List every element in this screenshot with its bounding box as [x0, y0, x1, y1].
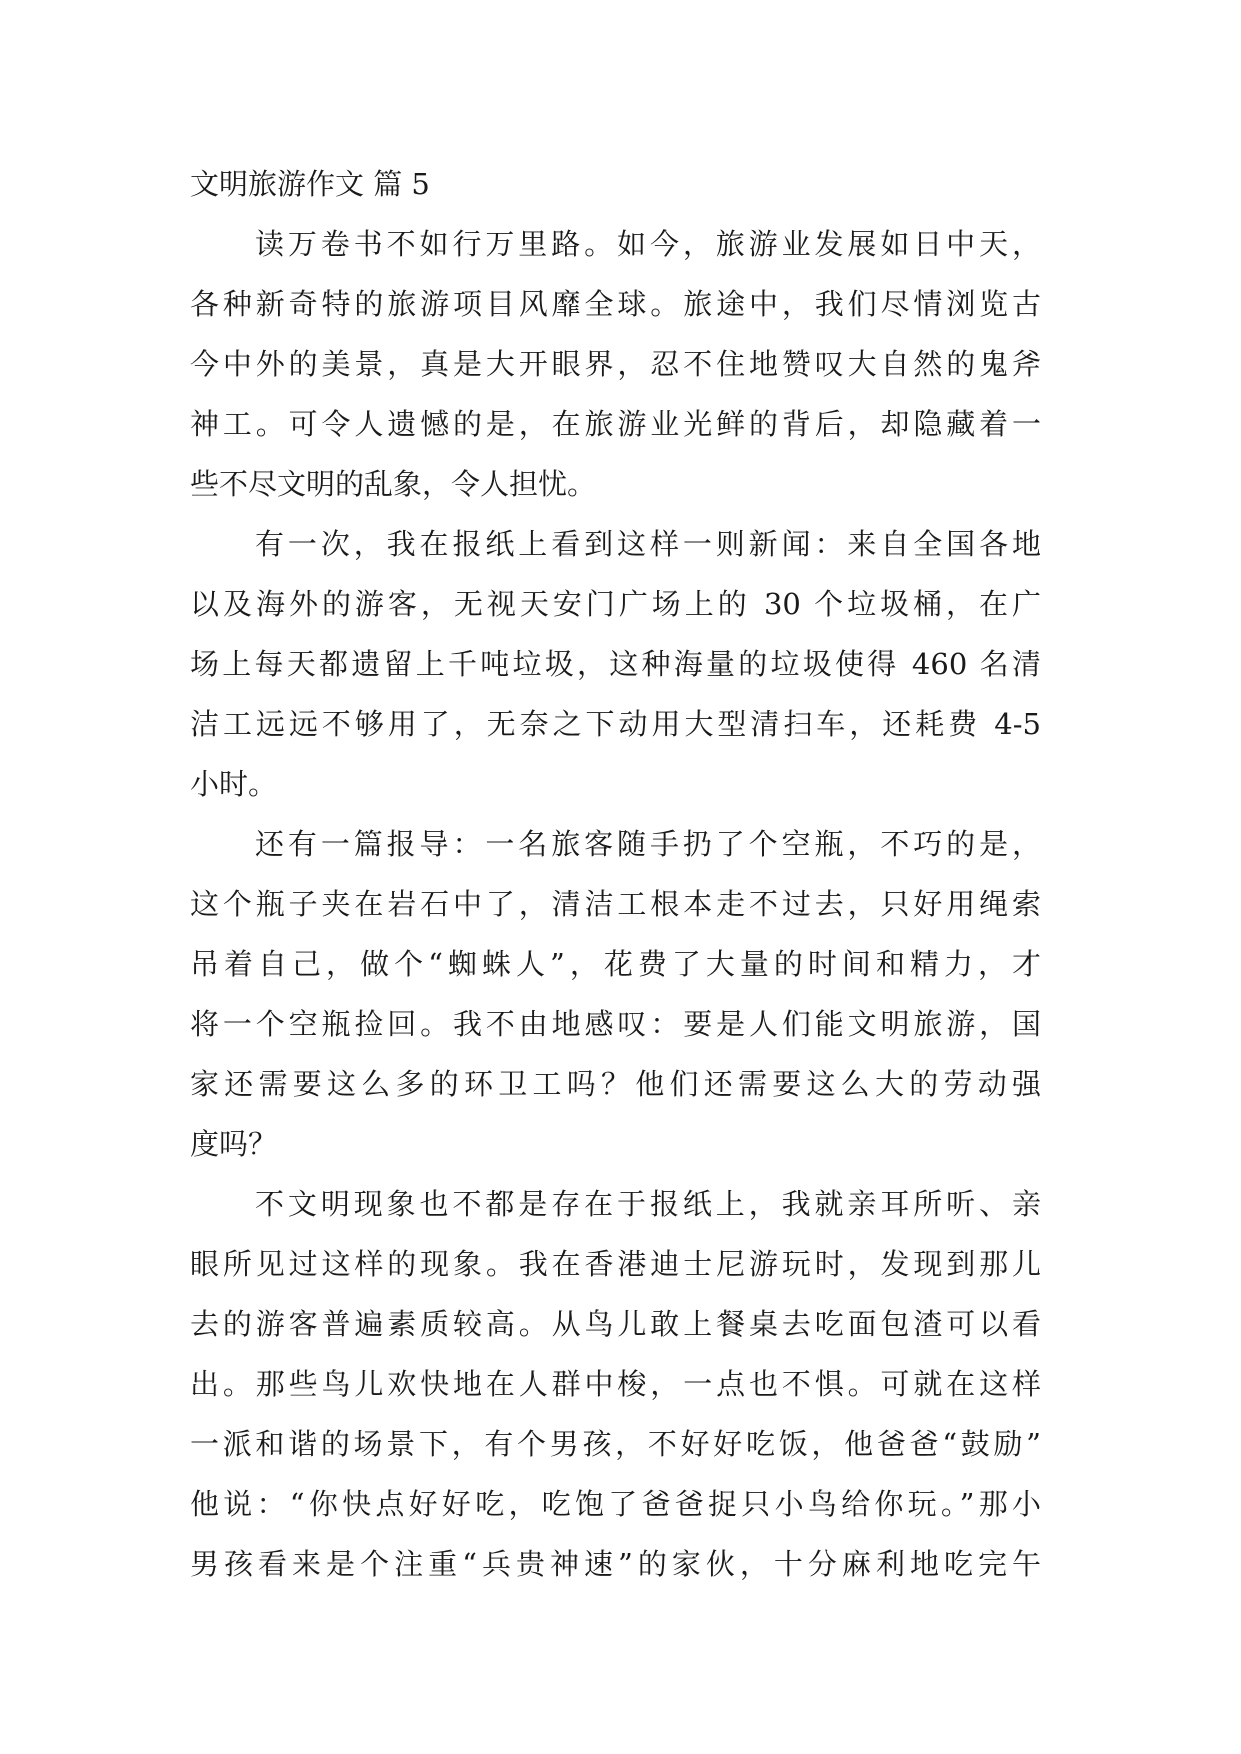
paragraph-3-line-5: 家还需要这么多的环卫工吗？他们还需要这么大的劳动强 [190, 1067, 1041, 1101]
paragraph-3-line-1: 还有一篇报导：一名旅客随手扔了个空瓶，不巧的是， [255, 827, 1041, 861]
paragraph-2-line-5: 小时。 [190, 767, 278, 801]
document-title: 文明旅游作文 篇 5 [190, 167, 430, 201]
paragraph-4-line-2: 眼所见过这样的现象。我在香港迪士尼游玩时，发现到那儿 [190, 1247, 1041, 1281]
paragraph-4-line-7: 男孩看来是个注重“兵贵神速”的家伙，十分麻利地吃完午 [190, 1547, 1041, 1581]
paragraph-2-line-1: 有一次，我在报纸上看到这样一则新闻：来自全国各地 [255, 527, 1041, 561]
paragraph-3-line-2: 这个瓶子夹在岩石中了，清洁工根本走不过去，只好用绳索 [190, 887, 1041, 921]
paragraph-3-line-4: 将一个空瓶捡回。我不由地感叹：要是人们能文明旅游，国 [190, 1007, 1041, 1041]
paragraph-1-line-5: 些不尽文明的乱象，令人担忧。 [190, 467, 597, 501]
paragraph-1-line-1: 读万卷书不如行万里路。如今，旅游业发展如日中天， [255, 227, 1041, 261]
paragraph-3-line-3: 吊着自己，做个“蜘蛛人”，花费了大量的时间和精力，才 [190, 947, 1041, 981]
paragraph-4-line-5: 一派和谐的场景下，有个男孩，不好好吃饭，他爸爸“鼓励” [190, 1427, 1041, 1461]
paragraph-1-line-2: 各种新奇特的旅游项目风靡全球。旅途中，我们尽情浏览古 [190, 287, 1041, 321]
paragraph-2-line-2: 以及海外的游客，无视天安门广场上的 30 个垃圾桶，在广 [190, 587, 1041, 621]
paragraph-2-line-4: 洁工远远不够用了，无奈之下动用大型清扫车，还耗费 4-5 [190, 707, 1041, 741]
paragraph-4-line-6: 他说：“你快点好好吃，吃饱了爸爸捉只小鸟给你玩。”那小 [190, 1487, 1041, 1521]
paragraph-1-line-3: 今中外的美景，真是大开眼界，忍不住地赞叹大自然的鬼斧 [190, 347, 1041, 381]
paragraph-4-line-3: 去的游客普遍素质较高。从鸟儿敢上餐桌去吃面包渣可以看 [190, 1307, 1041, 1341]
paragraph-4-line-1: 不文明现象也不都是存在于报纸上，我就亲耳所听、亲 [255, 1187, 1041, 1221]
paragraph-3-line-6: 度吗？ [190, 1127, 278, 1161]
paragraph-4-line-4: 出。那些鸟儿欢快地在人群中梭，一点也不惧。可就在这样 [190, 1367, 1041, 1401]
paragraph-2-line-3: 场上每天都遗留上千吨垃圾，这种海量的垃圾使得 460 名清 [190, 647, 1041, 681]
paragraph-1-line-4: 神工。可令人遗憾的是，在旅游业光鲜的背后，却隐藏着一 [190, 407, 1041, 441]
